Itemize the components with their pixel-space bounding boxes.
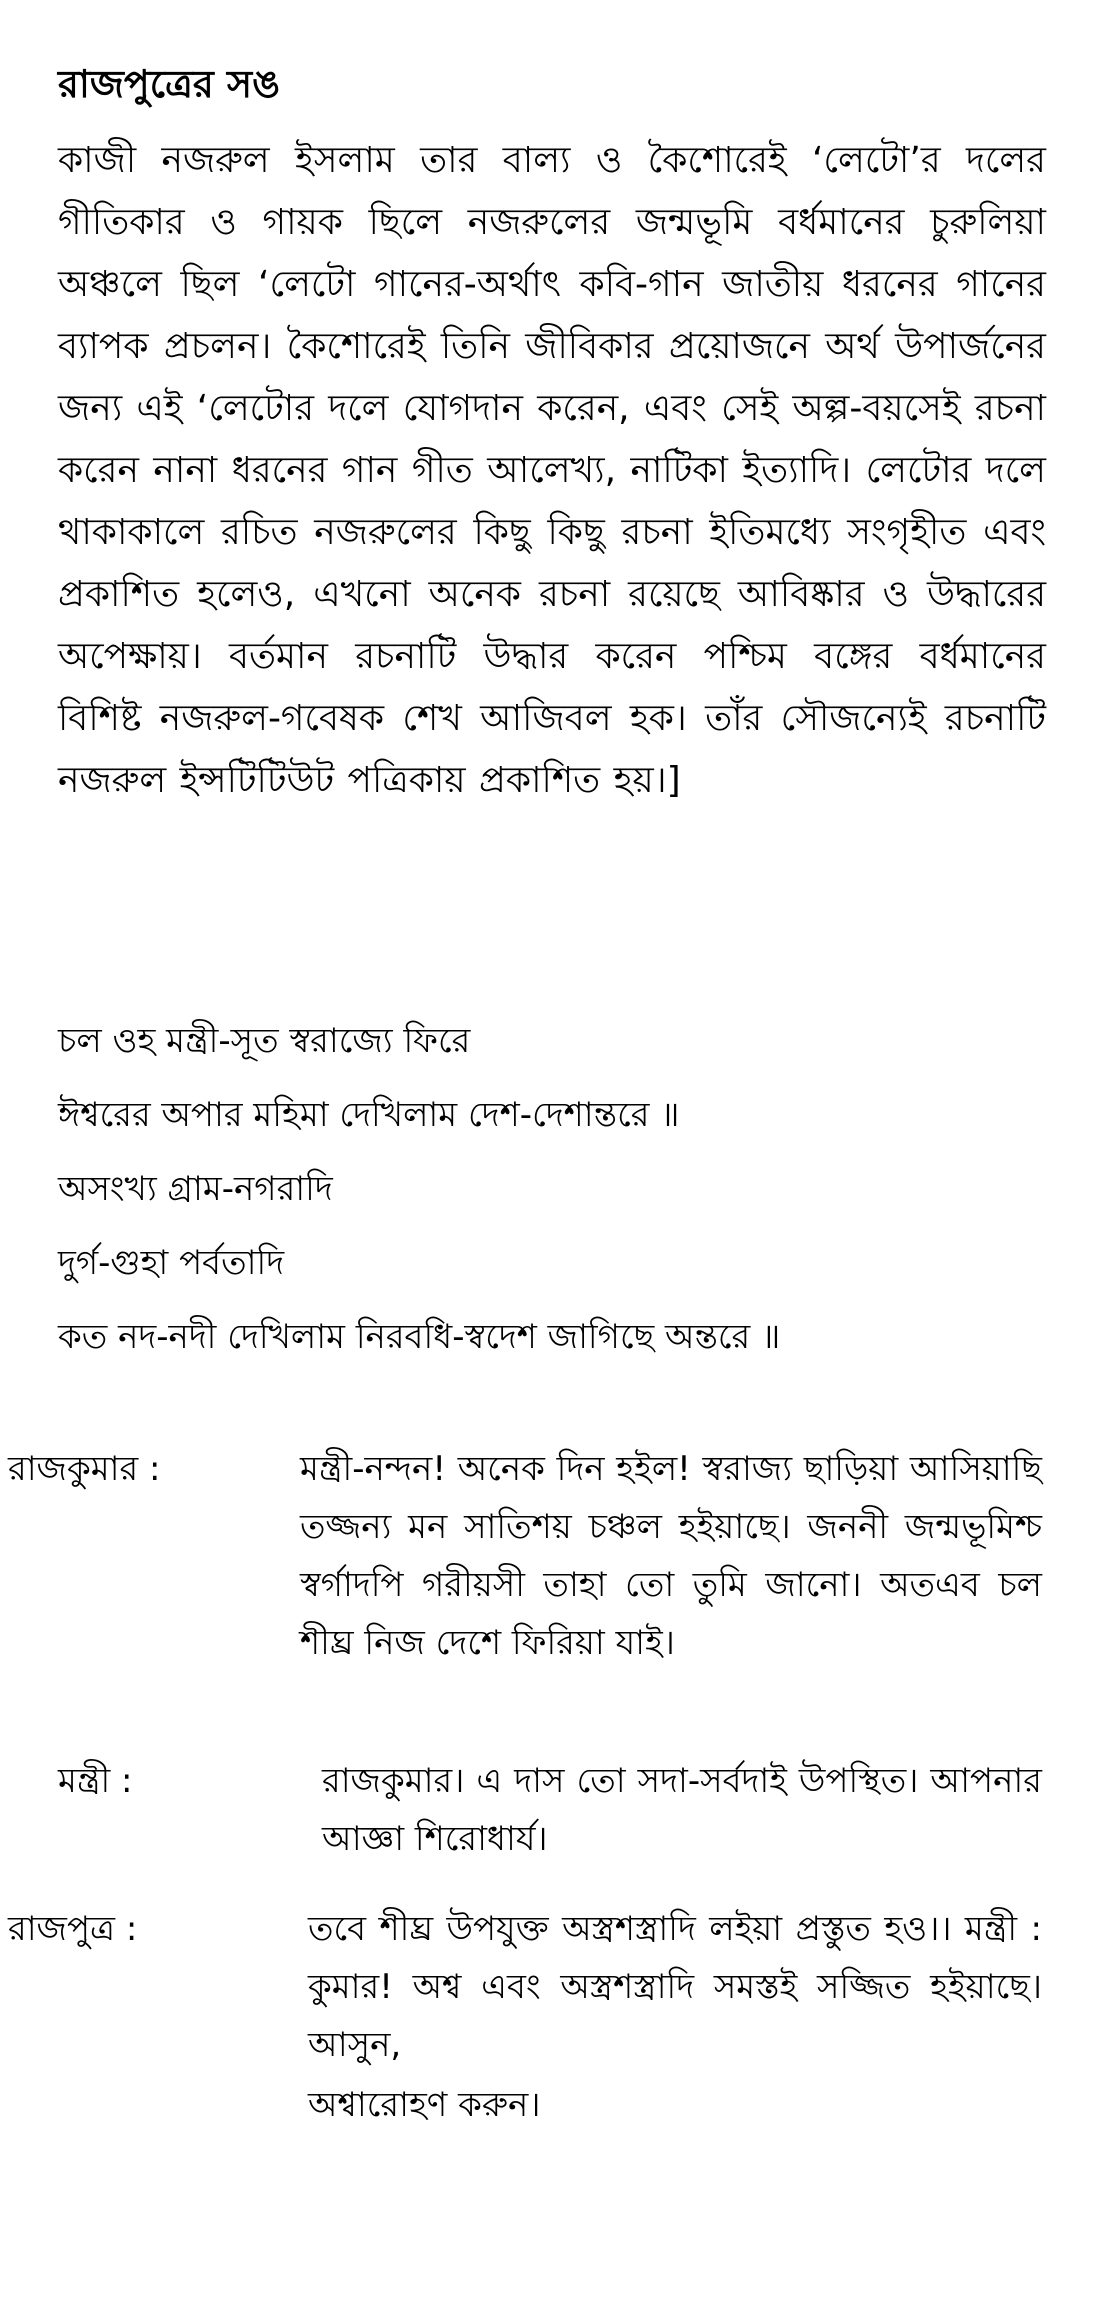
speaker-label: মন্ত্রী :: [58, 1761, 133, 1801]
dialogue-text: মন্ত্রী-নন্দন! অনেক দিন হইল! স্বরাজ্য ছাড়িয়া আসিয়াছি তজ্জন্য মন সাতিশয় চঞ্চল হইয়াছে। জননী জন্মভূমিশ্চ স্বর্গাদপি গরীয়সী তাহা তো তুমি জানো। অতএব চল শীঘ্র নিজ দেশে ফিরিয়া যাই।: [300, 1449, 1042, 1663]
dialogue-text: তবে শীঘ্র উপযুক্ত অস্ত্রশস্ত্রাদি লইয়া প্রস্তুত হও।। মন্ত্রী : কুমার! অশ্ব এবং অস্ত্রশস্ত্রাদি সমস্তই সজ্জিত হইয়াছে। আসুন,: [308, 1909, 1042, 2065]
verse-line: চল ওহ মন্ত্রী-সূত স্বরাজ্যে ফিরে: [58, 1021, 471, 1061]
dialogue-entry: [0, 1900, 1100, 2160]
speaker-label: রাজপুত্র :: [8, 1909, 138, 1949]
verse-line: অসংখ্য গ্রাম-নগরাদি: [58, 1169, 333, 1209]
song-verse: [58, 1004, 1058, 1374]
page-title: রাজপুত্রের সঙ: [58, 62, 281, 106]
dialogue-text: রাজকুমার। এ দাস তো সদা-সর্বদাই উপস্থিত। আপনার আজ্ঞা শিরোধার্য।: [322, 1761, 1042, 1859]
dialogue-closing-line: অশ্বারোহণ করুন।: [308, 2085, 541, 2125]
dialogue-entry: [0, 1440, 1100, 1730]
intro-paragraph: কাজী নজরুল ইসলাম তার বাল্য ও কৈশোরেই ‘লেটো’র দলের গীতিকার ও গায়ক ছিলে নজরুলের জন্মভূমি বর্ধমানের চুরুলিয়া অঞ্চলে ছিল ‘লেটো গানের-অর্থাৎ কবি-গান জাতীয় ধরনের গানের ব্যাপক প্রচলন। কৈশোরেই তিনি জীবিকার প্রয়োজনে অর্থ উপার্জনের জন্য এই ‘লেটোর দলে যোগদান করেন, এবং সেই অল্প-বয়সেই রচনা করেন নানা ধরনের গান গীত আলেখ্য, নাটিকা ইত্যাদি। লেটোর দলে থাকাকালে রচিত নজরুলের কিছু কিছু রচনা ইতিমধ্যে সংগৃহীত এবং প্রকাশিত হলেও, এখনো অনেক রচনা রয়েছে আবিষ্কার ও উদ্ধারের অপেক্ষায়। বর্তমান রচনাটি উদ্ধার করেন পশ্চিম বঙ্গের বর্ধমানের বিশিষ্ট নজরুল-গবেষক শেখ আজিবল হক। তাঁর সৌজন্যেই রচনাটি নজরুল ইন্সটিটিউট পত্রিকায় প্রকাশিত হয়।]: [58, 140, 1046, 801]
verse-line: কত নদ-নদী দেখিলাম নিরবধি-স্বদেশ জাগিছে অন্তরে ॥: [58, 1317, 781, 1357]
speaker-label: রাজকুমার :: [8, 1449, 161, 1489]
dialogue-section: [0, 1440, 1100, 2160]
verse-line: দুর্গ-গুহা পর্বতাদি: [58, 1243, 285, 1283]
verse-line: ঈশ্বরের অপার মহিমা দেখিলাম দেশ-দেশান্তরে ॥: [58, 1095, 680, 1135]
dialogue-entry: [0, 1752, 1100, 1880]
